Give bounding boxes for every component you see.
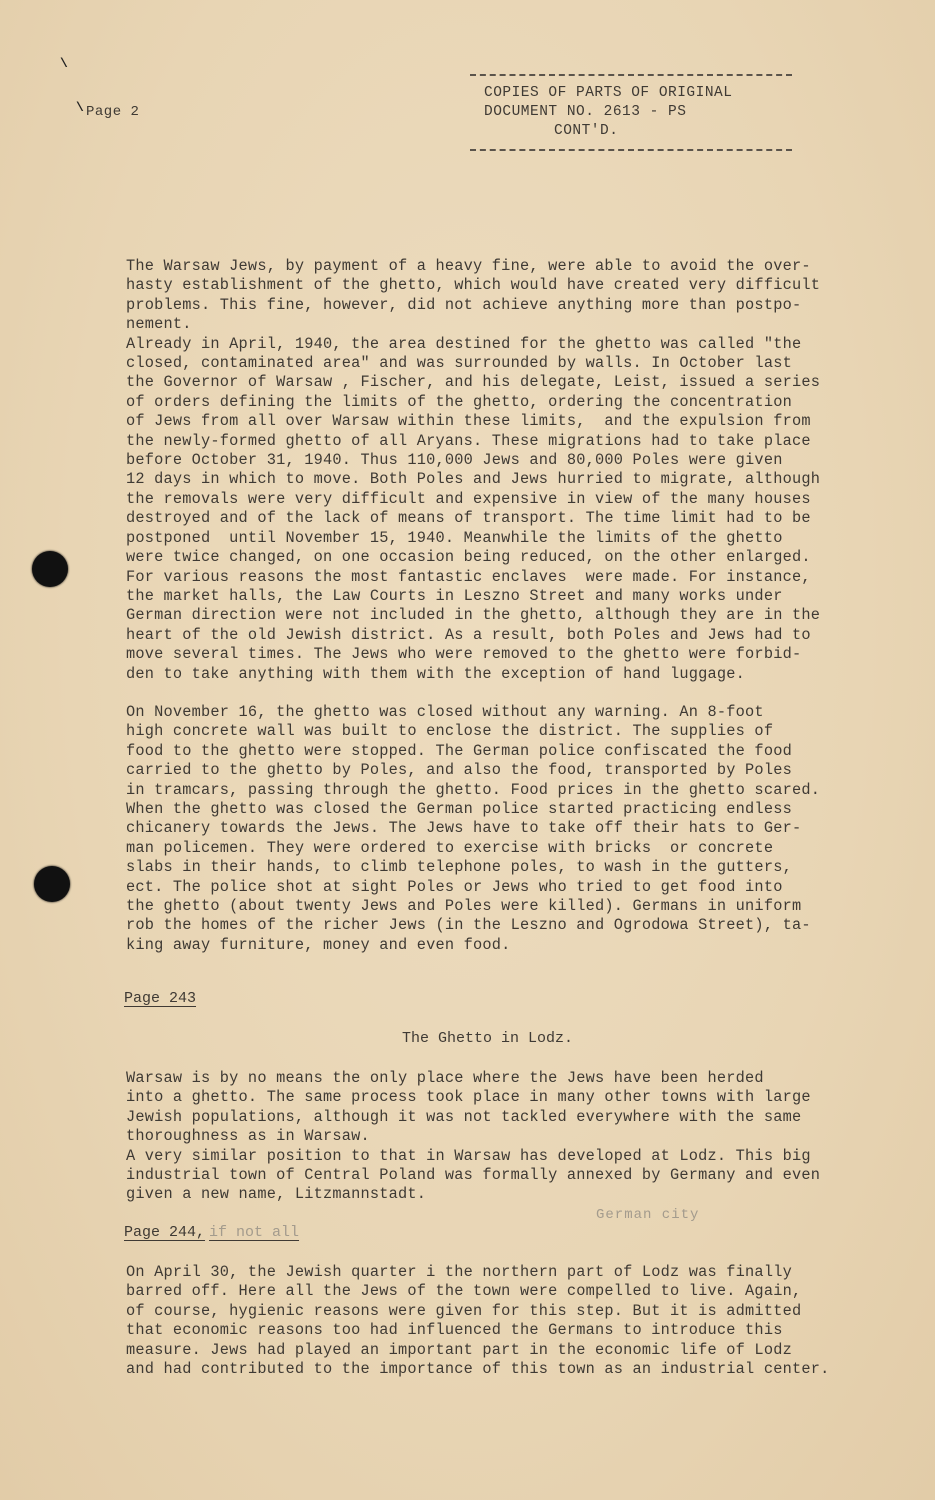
- pencil-mark-icon: \: [76, 100, 84, 115]
- faint-text: German city: [596, 1207, 700, 1223]
- section-heading: The Ghetto in Lodz.: [401, 1030, 574, 1047]
- header-line-1: COPIES OF PARTS OF ORIGINAL: [484, 85, 733, 101]
- punch-hole-icon: [34, 866, 70, 902]
- page-reference-244-suffix: if not all: [209, 1224, 300, 1241]
- page-reference-243: Page 243: [124, 990, 197, 1007]
- paragraph-other-ghettos: Warsaw is by no means the only place where the Jews have been herded into a ghetto. The same process took place in many other towns with large Jewish populations, although it was not tackled everywhere with the same thoroughness as in Warsaw. A very similar position to that in Warsaw has developed at Lodz. This big industrial town of Central Poland was formally annexed by Germany and even given a new name, Litzmannstadt.: [126, 1069, 821, 1204]
- faint-illegible-line: [126, 1207, 826, 1223]
- paragraph-ghetto-closed: On November 16, the ghetto was closed without any warning. An 8-foot high concrete wall was built to enclose the district. The supplies of food to the ghetto were stopped. The German police confiscated the food carried to the ghetto by Poles, and also the food, transported by Poles in tramcars, passing through the ghetto. Food prices in the ghetto scared. When the ghetto was closed the German police started practicing endless chicanery towards the Jews. The Jews have to take off their hats to Ger- man policemen. They were ordered to exercise with bricks or concrete slabs in their hands, to climb telephone poles, to wash in the gutters, ect. The police shot at sight Poles or Jews who tried to get food into the ghetto (about twenty Jews and Poles were killed). Germans in uniform rob the homes of the richer Jews (in the Leszno and Ogrodowa Street), ta- king away furniture, money and even food.: [126, 703, 821, 954]
- header-text: [470, 76, 792, 149]
- paragraph-lodz-ghetto: On April 30, the Jewish quarter i the northern part of Lodz was finally barred off. Here all the Jews of the town were compelled to live. Again, of course, hygienic reasons were given for this step. But it is admitted that economic reasons too had influenced the Germans to introduce this measure. Jews had played an important part in the economic life of Lodz and had contributed to the importance of this town as an industrial center.: [126, 1263, 830, 1379]
- header-line-2: DOCUMENT NO. 2613 - PS: [484, 104, 687, 120]
- header-line-3: CONT'D.: [554, 123, 619, 139]
- paragraph-warsaw-ghetto: The Warsaw Jews, by payment of a heavy fine, were able to avoid the over- hasty establishment of the ghetto, which would have created very difficult problems. This fine, however, did not achieve anything more than postpo- nement. Already in April, 1940, the area destined for the ghetto was called "the closed, contaminated area" and was surrounded by walls. In October last the Governor of Warsaw , Fischer, and his delegate, Leist, issued a series of orders defining the limits of the ghetto, ordering the concentration of Jews from all over Warsaw within these limits, and the expulsion from the newly-formed ghetto of all Aryans. These migrations had to take place before October 31, 1940. Thus 110,000 Jews and 80,000 Poles were given 12 days in which to move. Both Poles and Jews hurried to migrate, although the removals were very difficult and expensive in view of the many houses destroyed and of the lack of means of transport. The time limit had to be postponed until November 15, 1940. Meanwhile the limits of the ghetto were twice changed, on one occasion being reduced, on the other enlarged. For various reasons the most fantastic enclaves were made. For instance, the market halls, the Law Courts in Leszno Street and many works under German direction were not included in the ghetto, although they are in the heart of the old Jewish district. As a result, both Poles and Jews had to move several times. The Jews who were removed to the ghetto were forbid- den to take anything with them with the exception of hand luggage.: [126, 257, 821, 683]
- pencil-mark-icon: \: [60, 56, 68, 71]
- page-reference-244: [124, 1224, 299, 1241]
- page-reference-244-label: Page 244,: [124, 1224, 206, 1241]
- header-bottom-rule: [470, 149, 792, 151]
- page-label: Page 2: [86, 104, 140, 120]
- header-block: [470, 74, 792, 151]
- punch-hole-icon: [32, 551, 68, 587]
